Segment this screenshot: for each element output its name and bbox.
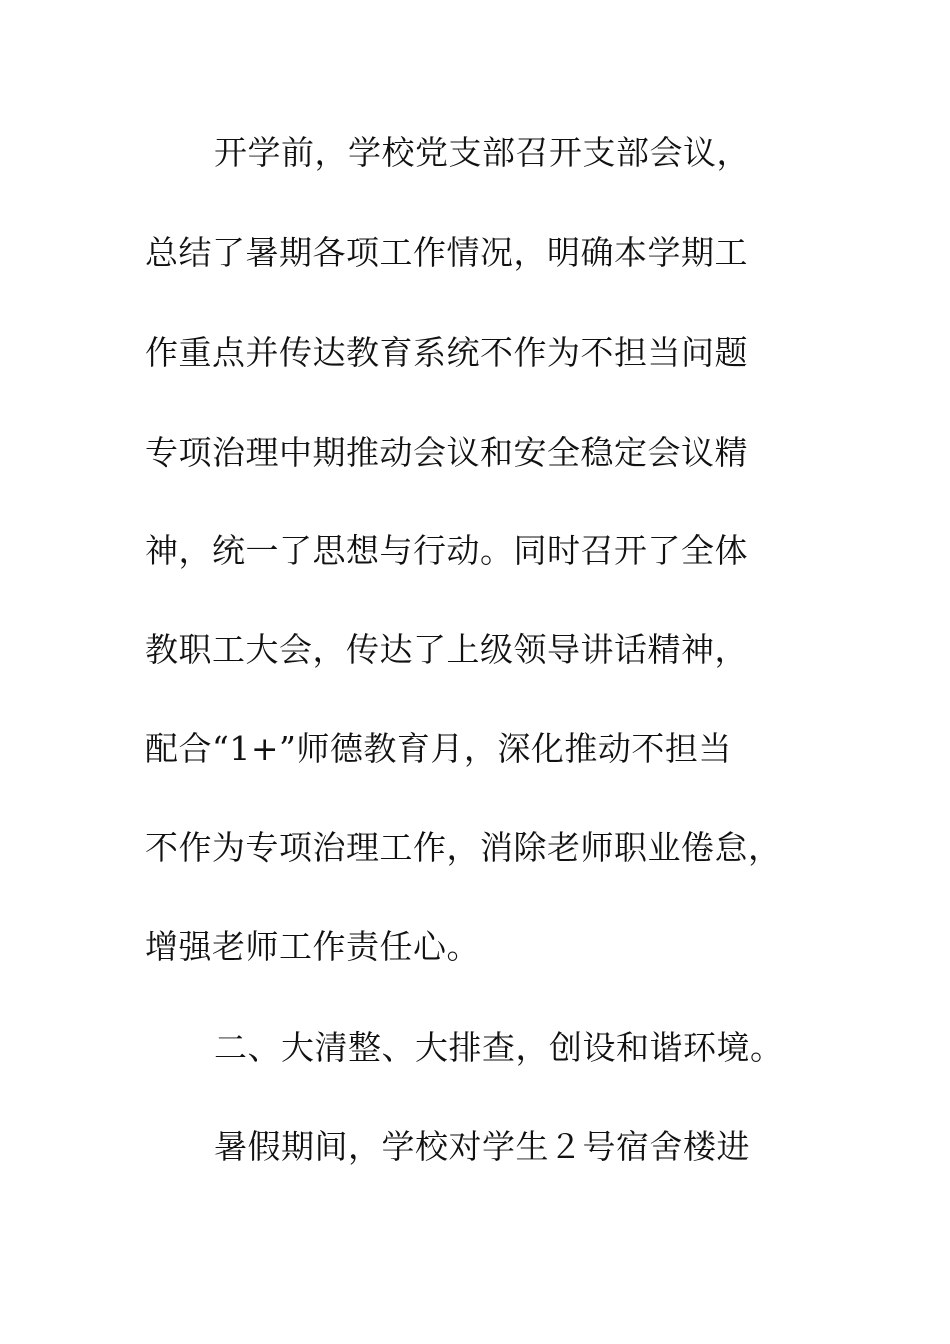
paragraph-1-line-7: 配合“1+”师德教育月，深化推动不担当 bbox=[145, 729, 732, 768]
paragraph-1-line-4: 专项治理中期推动会议和安全稳定会议精 bbox=[145, 433, 748, 472]
paragraph-1-line-6: 教职工大会，传达了上级领导讲话精神， bbox=[145, 630, 748, 669]
paragraph-1-line-3: 作重点并传达教育系统不作为不担当问题 bbox=[145, 333, 748, 372]
paragraph-1-line-2: 总结了暑期各项工作情况，明确本学期工 bbox=[145, 233, 748, 272]
paragraph-1-line-9: 增强老师工作责任心。 bbox=[145, 927, 480, 966]
paragraph-1-line-8: 不作为专项治理工作，消除老师职业倦怠， bbox=[145, 828, 782, 867]
section-heading: 二、大清整、大排查，创设和谐环境。 bbox=[214, 1028, 784, 1067]
paragraph-1-line-1: 开学前，学校党支部召开支部会议， bbox=[214, 133, 750, 172]
paragraph-2-line-1: 暑假期间，学校对学生２号宿舍楼进 bbox=[214, 1127, 750, 1166]
paragraph-1-line-5: 神，统一了思想与行动。同时召开了全体 bbox=[145, 531, 748, 570]
